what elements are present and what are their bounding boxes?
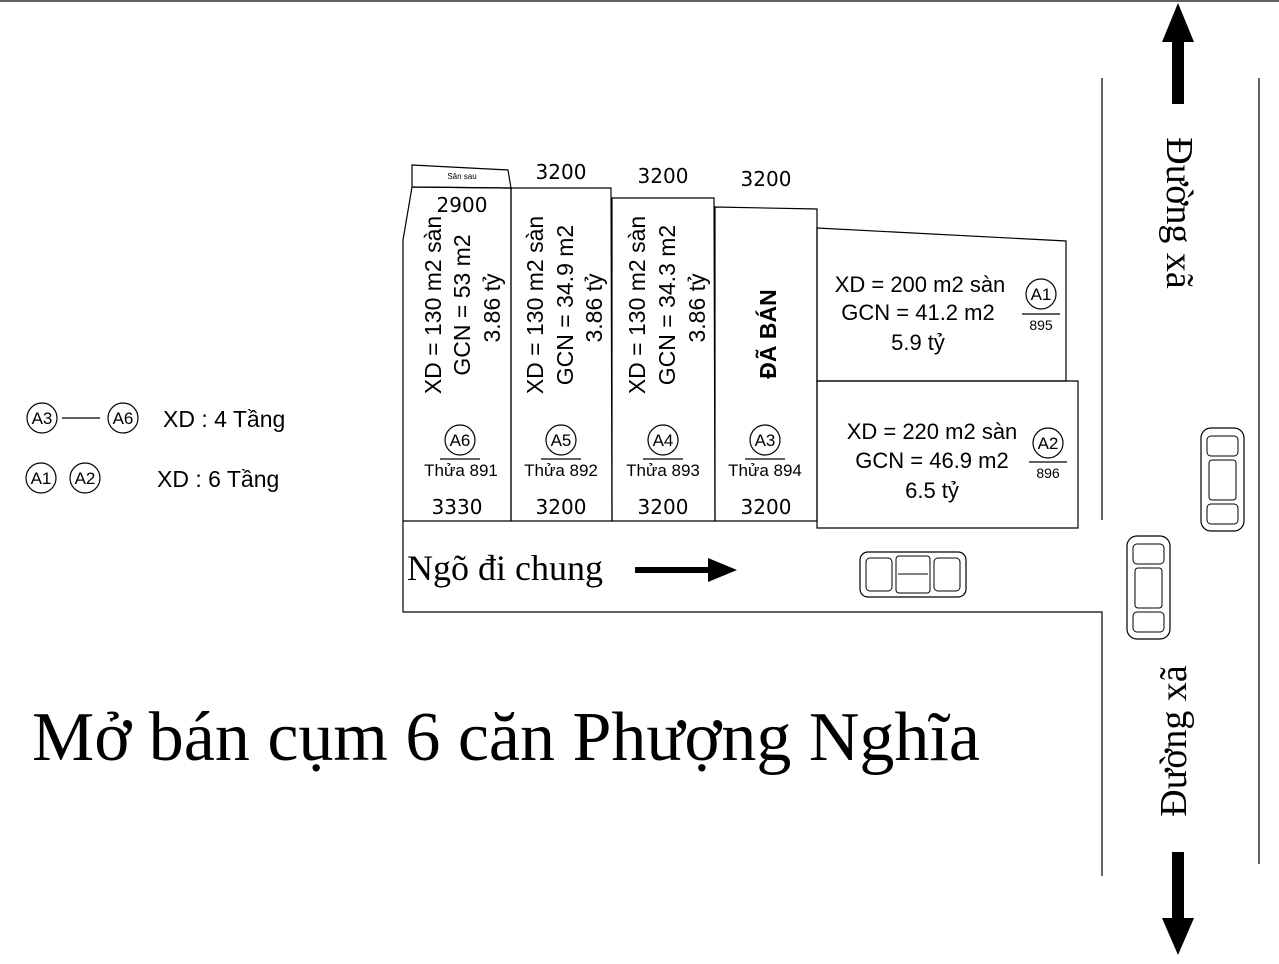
lot-a5-code: A5 [550,431,572,450]
lot-a3-status: ĐÃ BÁN [755,289,781,379]
lot-a4-parcel: Thửa 893 [626,461,700,480]
lot-a3-parcel: Thửa 894 [728,461,802,480]
lot-a6-gcn: GCN = 53 m2 [449,234,475,376]
car-icon-lane [860,552,966,597]
lot-a4-info [624,216,710,394]
lot-a5-price: 3.86 tỷ [581,273,607,343]
lot-a6-info [420,216,505,394]
car-icon-road-right [1201,428,1244,531]
lot-a5-bottom-dim: 3200 [535,495,587,519]
lot-a1-xd: XD = 200 m2 sàn [834,272,1006,297]
legend-a3: A3 [31,409,53,428]
lot-a5-info [522,216,607,394]
lot-a4-code: A4 [652,431,674,450]
page-title: Mở bán cụm 6 căn Phượng Nghĩa [32,699,980,776]
lot-a5-top-dim: 3200 [535,160,587,184]
lot-a4-price: 3.86 tỷ [684,273,710,343]
lot-a2-xd: XD = 220 m2 sàn [846,419,1018,444]
lot-a6-price: 3.86 tỷ [479,273,505,343]
legend-a2: A2 [74,469,96,488]
lot-a3-tag [728,425,802,480]
car-icon-road-left [1127,536,1170,639]
lot-a6-bottom-dim: 3330 [431,495,483,519]
lot-a1-code: A1 [1030,285,1052,304]
lot-a4-gcn: GCN = 34.3 m2 [654,224,680,386]
lot-a3-bottom-dim: 3200 [740,495,792,519]
lot-a6-top-dim: 2900 [436,193,488,217]
lot-a2-info [847,419,1067,503]
lot-a6-xd: XD = 130 m2 sàn [420,215,446,395]
legend [26,403,285,493]
road-label-bottom: Đường xã [1153,665,1195,817]
lot-a1-parcel: 895 [1029,317,1053,333]
legend-row1-text: XD : 4 Tầng [163,406,286,432]
legend-row2-text: XD : 6 Tầng [157,466,280,492]
lot-a1-price: 5.9 tỷ [891,330,945,355]
arrow-down-icon [1162,852,1194,955]
lot-a6-code: A6 [449,431,471,450]
lot-a5-parcel: Thửa 892 [524,461,598,480]
lot-a2-price: 6.5 tỷ [905,478,959,503]
lot-a3-top-dim: 3200 [740,167,792,191]
lot-a6-tag [424,425,498,480]
lot-a6-parcel: Thửa 891 [424,461,498,480]
lane-label: Ngõ đi chung [407,548,603,588]
lot-a2-parcel: 896 [1036,465,1060,481]
lot-a5-tag [524,425,598,480]
lot-a5-gcn: GCN = 34.9 m2 [552,224,578,386]
lot-a4-tag [626,425,700,480]
lot-a2-code: A2 [1037,434,1059,453]
lane-arrow-icon [635,558,737,582]
lot-a3-code: A3 [754,431,776,450]
road-label-top: Đường xã [1158,137,1200,289]
lot-a5-xd: XD = 130 m2 sàn [522,215,548,395]
lot-a4-top-dim: 3200 [637,164,689,188]
lot-a1-gcn: GCN = 41.2 m2 [841,300,995,325]
lot-a4-xd: XD = 130 m2 sàn [624,215,650,395]
backyard-label: Sân sau [447,172,477,181]
lot-a4-bottom-dim: 3200 [637,495,689,519]
legend-a1: A1 [30,469,52,488]
legend-a6: A6 [112,409,134,428]
arrow-up-icon [1162,3,1194,104]
lot-a1-info [835,272,1060,355]
lot-a2-gcn: GCN = 46.9 m2 [855,448,1009,473]
